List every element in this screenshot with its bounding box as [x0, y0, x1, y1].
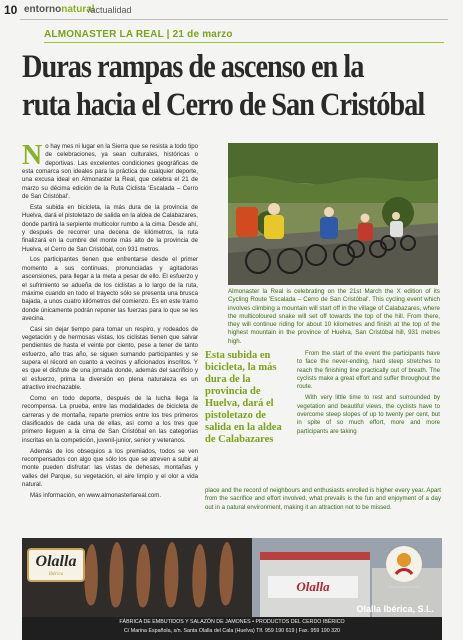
section-main: natural [61, 4, 95, 15]
page-header [0, 0, 463, 22]
body-paragraph: Los participantes tienen que enfrentarse desde el primer momento a sus continuas, pronunciadas y agitadoras ascensiones, para llegar a la meta a pesar de ello. El esfuerzo y el sufrimiento se adueña de los ciclistas a lo largo de la ruta, máxime cuando en todo el trayecto sólo se presenta una brusca bajada, a unos cuatro kilómetros del comienzo. Es en este tramo donde únicamente podrán reponer las fuerzas para lo que se les avecina. [22, 256, 198, 322]
body-paragraph: Casi sin dejar tiempo para tomar un respiro, y rodeados de vegetación y de hermosas vistas, los ciclistas tienen que salvar pendientes de hasta el veinte por ciento, pese a tener de tanto esfuerzo, año tras año, se siguen sumando participantes y se supera el récord en cuanto a vecinos y aficionados inscritos. Y es que el disfrute de una jornada donde, además del sacrificio y el esfuerzo, prima la diversión en plena naturaleza es un atractivo irrechazable. [22, 325, 198, 392]
body-paragraph: Esta subida en bicicleta, la más dura de la provincia de Huelva, dará el pistoletazo de salida en la aldea de Calabazares, donde partirá la serpiente multicolor rumbo a la cima. Desde ahí, y después de recorrer una decena de kilómetros, la ruta finalizará en la cumbre del monte más alto de la provincia de Huelva, el Cerro de San Cristóbal, con 931 metros. [22, 203, 198, 253]
headline-line-1: Duras rampas de ascenso en la [22, 49, 364, 85]
article-kicker: ALMONASTER LA REAL | 21 de marzo [44, 29, 233, 40]
english-paragraph: With very little time to rest and surrounded by vegetation and beautiful views, the cyclists have to overcome steep slopes of up to twenty per cent, but in spite of so much effort, more and more participants are taking [297, 394, 440, 435]
pull-quote: Esta subida en bicicleta, la más dura de la provincia de Huelva, dará el pistoletazo de salida en la aldea de Calabazares [205, 350, 282, 445]
logo-caption: Jamón de Huelva [388, 584, 420, 589]
photo-caption: Almonaster la Real is celebrating on the 21st March the X edition of its Cycling Route 'Escalada – Cerro de San Cristóbal'. This cycling event which involves climbing a mountain will start off in the village of Calabazares, where the multicoloured snake will set off towards the top of the hill. From there, they will continue riding for about 10 kilometres and finish at the top of the highest mountain in the province of Huelva, San Cristóbal hill, 931 metres high. [228, 288, 440, 345]
section-sub: /actualidad [88, 5, 132, 15]
company-name: Olalla Ibérica, S.L. [356, 604, 434, 614]
ad-products-line: FÁBRICA DE EMBUTIDOS Y SALAZÓN DE JAMONES • PRODUCTOS DEL CERDO IBÉRICO [119, 619, 345, 625]
factory-sign: Olalla [268, 576, 358, 598]
drop-cap: N [22, 140, 43, 171]
english-paragraph: From the start of the event the participants have to face the never-ending, hard steep stretches to reach the finishing line practically out of breath. The cyclists make a great effort and suffer throughout the route. [297, 350, 440, 391]
article-body-spanish [22, 140, 198, 503]
english-paragraph-wide: place and the record of neighbours and enthusiasts enrolled is higher every year. Apart from the sacrifice and effort involved, what prevails is the fun and enjoyment of a day out in a natural environment, making it an attraction not to be missed. [205, 487, 441, 511]
cyclists-photo [228, 143, 438, 285]
brand-logo: Olalla Ibérica [27, 548, 85, 582]
body-paragraph: Además de los obsequios a los premiados, todos se ven recompensados con algo que sólo los que se atreven a subir al monte pueden disfrutar: las vistas de dehesas, montañas y valles del Parque, su vegetación, el aire limpio y el olor a vida natural. [22, 447, 198, 488]
page-number: 10 [4, 3, 18, 17]
headline-line-2: ruta hacia el Cerro de San Cristóbal [22, 87, 425, 123]
header-rule [20, 19, 448, 20]
article-headline [22, 48, 443, 124]
body-paragraph: Como en todo deporte, después de la lucha llega la recompensa. La prueba, entre las modalidades de bicicleta de carreras y de montaña, reparte premios entre los tres primeros clasificados de cada una de ellas, así como a los tres que primero lleguen a la cima de San Cristóbal en las categorías inscritas en la competición, juvenil-junior, senior y veteranos. [22, 394, 198, 444]
section-prefix: entorno [24, 4, 62, 15]
jamon-huelva-logo-icon [384, 544, 424, 584]
section-name [24, 4, 95, 15]
more-info-link[interactable]: Más información, en www.almonasterlareal.com. [30, 491, 162, 499]
article-body-english [297, 350, 440, 438]
ad-contact-line: C/ Marina Española, s/n. Santa Olalla del Cala (Huelva) Tlf. 959 190 619 | Fax. 959 190 320 [124, 628, 340, 634]
advertisement[interactable] [22, 538, 442, 640]
body-paragraph: No hay mes ni lugar en la Sierra que se resista a todo tipo de celebraciones, ya sean culturales, históricas o deportivas. Las excelentes condiciones geográficas de esta comarca son ideales para la práctica de cualquier deporte, una excusa ideal en Almonaster la Real, que celebra el 21 de marzo su décima edición de la Ruta Ciclista 'Escalada – Cerro de San Cristóbal'. [22, 140, 198, 201]
kicker-rule [44, 42, 444, 43]
